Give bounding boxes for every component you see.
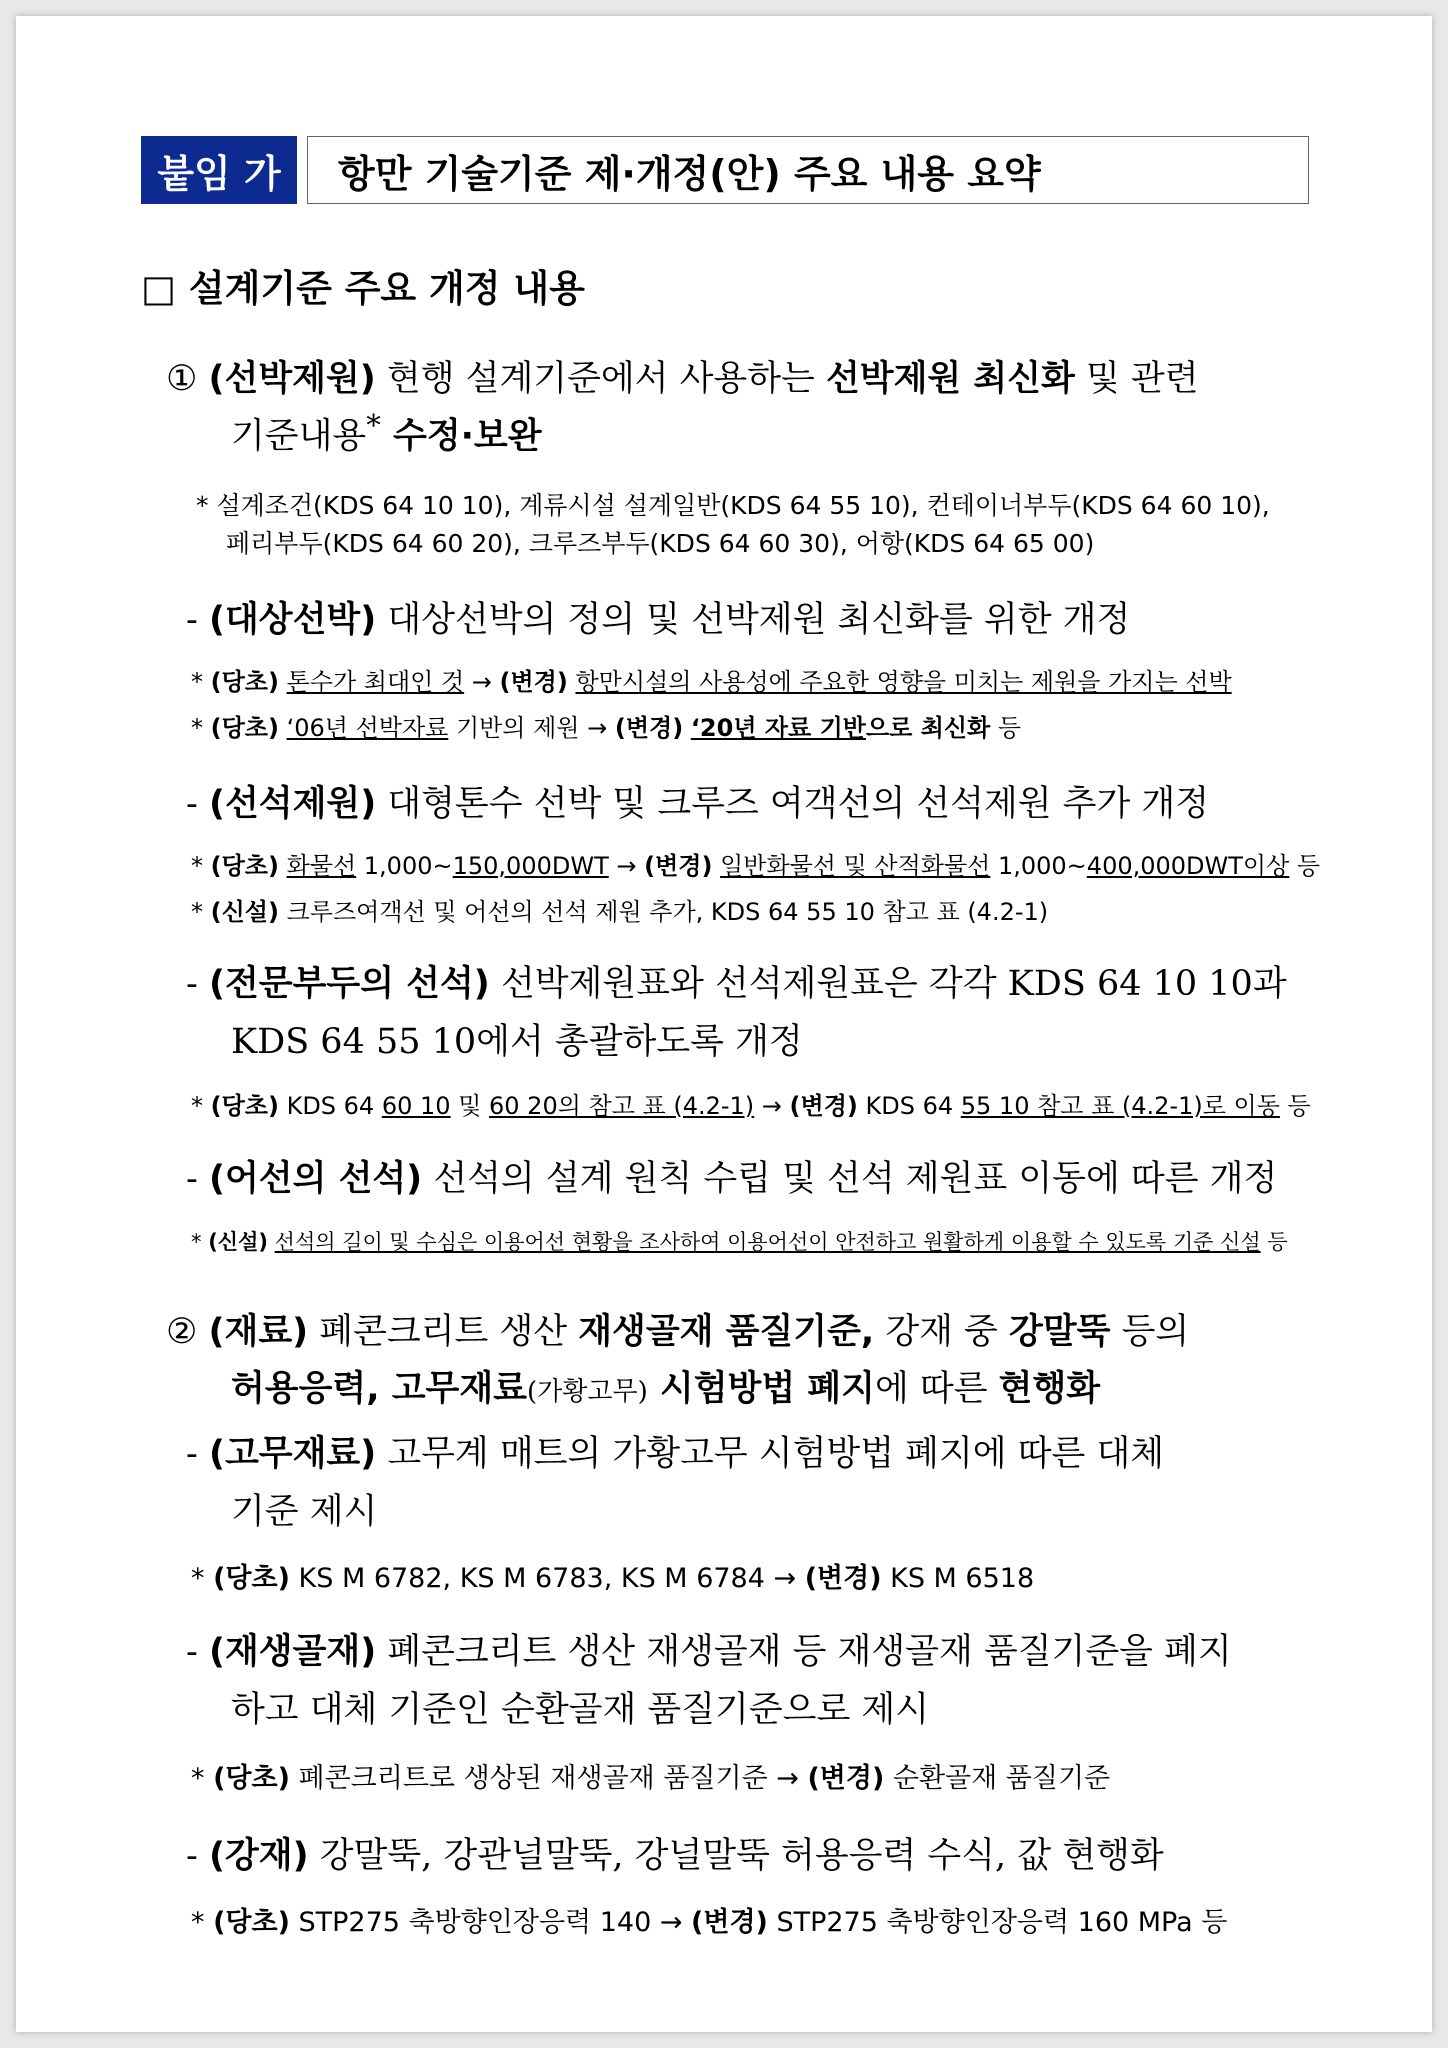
dash: - <box>186 964 209 1004</box>
arrow: → <box>754 1092 790 1120</box>
item-text: (가황고무) <box>526 1377 648 1407</box>
item-label: (재료) <box>208 1312 309 1352</box>
before-text: 화물선 <box>286 852 357 880</box>
star: * <box>191 714 211 742</box>
dash: - <box>186 1434 209 1474</box>
after-label: (변경) <box>789 1092 858 1120</box>
after-text: 1,000~ <box>990 852 1087 880</box>
sub-text: 선석의 설계 원칙 수립 및 선석 제원표 이동에 따른 개정 <box>422 1159 1278 1199</box>
before-text: 및 <box>450 1092 490 1120</box>
after-text: 항만시설의 사용성에 주요한 영향을 미치는 제원을 가지는 선박 <box>575 668 1232 696</box>
after-text: 으로 최신화 <box>865 714 991 742</box>
dash: - <box>186 1836 209 1876</box>
star: * <box>191 1763 214 1794</box>
sub6-row1 <box>191 1756 1110 1795</box>
star: * <box>191 1230 209 1254</box>
sub4-heading <box>186 1151 1277 1201</box>
item1-note-line2: 페리부두(KDS 64 60 20), 크루즈부두(KDS 64 60 30), 어항(KDS 64 65 00) <box>226 529 1095 558</box>
before-label: (당초) <box>210 714 279 742</box>
sub7-heading <box>186 1828 1164 1878</box>
item-text: 에 따른 <box>874 1369 999 1409</box>
item-emphasis: 현행화 <box>998 1369 1101 1409</box>
tail: 등 <box>1289 852 1321 880</box>
after-text: ‘20년 자료 기반 <box>690 714 866 742</box>
before-text: KS M 6782, KS M 6783, KS M 6784 → <box>289 1563 805 1594</box>
dash: - <box>186 1632 209 1672</box>
sub-text: 선박제원표와 선석제원표은 각각 KDS 64 10 10과 <box>489 964 1287 1004</box>
sub2-heading <box>186 776 1209 826</box>
after-label: (변경) <box>804 1563 882 1594</box>
sub2-row1 <box>191 846 1320 881</box>
sub6-heading <box>186 1624 1232 1674</box>
after-text: 순환골재 품질기준 <box>884 1763 1111 1794</box>
item1-line2 <box>231 408 542 459</box>
before-label: (당초) <box>210 668 279 696</box>
section-heading: □ 설계기준 주요 개정 내용 <box>141 267 585 310</box>
star: * <box>191 1563 214 1594</box>
before-label: (당초) <box>213 1907 290 1938</box>
after-text: 55 10 참고 표 (4.2-1)로 이동 <box>960 1092 1280 1120</box>
new-text: 선석의 길이 및 수심은 이용어선 현황을 조사하여 이용어선이 안전하고 원활하게 이용할 수 있도록 기준 신설 <box>274 1230 1261 1254</box>
sub7-row1 <box>191 1900 1227 1939</box>
sub2-row2 <box>191 892 1048 927</box>
after-text: KS M 6518 <box>881 1563 1035 1594</box>
item-text: 현행 설계기준에서 사용하는 <box>375 359 826 399</box>
arrow: → <box>464 668 500 696</box>
star: * <box>191 852 211 880</box>
item2-line2 <box>231 1361 1100 1411</box>
sub3-line2: KDS 64 55 10에서 총괄하도록 개정 <box>231 1022 803 1062</box>
sub-label: (재생골재) <box>208 1632 377 1672</box>
sub-label: (강재) <box>208 1836 309 1876</box>
sub1-heading <box>186 592 1130 642</box>
dash: - <box>186 784 209 824</box>
after-text: KDS 64 <box>857 1092 961 1120</box>
before-text: ‘06년 선박자료 <box>286 714 449 742</box>
item-text: 폐콘크리트 생산 <box>308 1312 579 1352</box>
item-emphasis: 강말뚝 <box>1009 1312 1111 1352</box>
before-text: 60 20의 참고 표 (4.2-1) <box>489 1092 755 1120</box>
tail: 등 <box>1260 1230 1288 1254</box>
sub1-row2 <box>191 708 1021 743</box>
document-title: 항만 기술기준 제·개정(안) 주요 내용 요약 <box>307 136 1309 204</box>
item1-line1 <box>166 351 1199 401</box>
before-label: (당초) <box>213 1763 290 1794</box>
item-emphasis: 재생골재 품질기준, <box>578 1312 875 1352</box>
item-marker: ② <box>166 1312 198 1352</box>
page-header <box>141 136 1309 204</box>
before-label: (당초) <box>210 852 279 880</box>
sub3-heading <box>186 956 1287 1006</box>
before-text: 60 10 <box>381 1092 451 1120</box>
item1-note-line1: * 설계조건(KDS 64 10 10), 계류시설 설계일반(KDS 64 55 10), 컨테이너부두(KDS 64 60 10), <box>196 491 1270 520</box>
after-text: 400,000DWT이상 <box>1086 852 1290 880</box>
tail: 등 <box>990 714 1022 742</box>
before-label: (당초) <box>210 1092 279 1120</box>
before-label: (당초) <box>213 1563 290 1594</box>
sub5-line2: 기준 제시 <box>231 1492 378 1532</box>
before-text: 150,000DWT <box>452 852 609 880</box>
sub-label: (대상선박) <box>208 600 377 640</box>
new-label: (신설) <box>210 898 279 926</box>
footnote-mark: * <box>366 408 381 442</box>
item-emphasis: 허용응력, 고무재료 <box>231 1369 527 1409</box>
sub-text: 고무계 매트의 가황고무 시험방법 폐지에 따른 대체 <box>376 1434 1165 1474</box>
sub-label: (선석제원) <box>208 784 377 824</box>
before-text: 폐콘크리트로 생상된 재생골재 품질기준 → <box>289 1763 808 1794</box>
attachment-badge: 붙임 가 <box>141 136 297 204</box>
item-text: 및 관련 <box>1074 359 1199 399</box>
item-text: 강재 중 <box>874 1312 1009 1352</box>
sub1-row1 <box>191 662 1232 697</box>
item-marker: ① <box>166 359 198 399</box>
before-text: 1,000~ <box>356 852 453 880</box>
sub-text: 대상선박의 정의 및 선박제원 최신화를 위한 개정 <box>376 600 1131 640</box>
after-label: (변경) <box>644 852 713 880</box>
new-text: 크루즈여객선 및 어선의 선석 제원 추가, KDS 64 55 10 참고 표 (4.2-1) <box>278 898 1049 926</box>
after-text: 일반화물선 및 산적화물선 <box>720 852 991 880</box>
after-label: (변경) <box>499 668 568 696</box>
after-label: (변경) <box>691 1907 768 1938</box>
before-text: 기반의 제원 → <box>448 714 615 742</box>
item-text: 등의 <box>1110 1312 1190 1352</box>
item-label: (선박제원) <box>208 359 376 399</box>
sub-label: (고무재료) <box>208 1434 377 1474</box>
after-label: (변경) <box>614 714 684 742</box>
before-text: KDS 64 <box>278 1092 382 1120</box>
before-text: 톤수가 최대인 것 <box>286 668 465 696</box>
tail: 등 <box>1279 1092 1311 1120</box>
after-label: (변경) <box>807 1763 885 1794</box>
new-label: (신설) <box>208 1230 268 1254</box>
item2-line1 <box>166 1304 1189 1354</box>
sub3-row1 <box>191 1086 1311 1121</box>
star: * <box>191 1907 214 1938</box>
item-emphasis: 시험방법 폐지 <box>647 1369 875 1409</box>
document-page <box>16 16 1432 2032</box>
sub-text: 대형톤수 선박 및 크루즈 여객선의 선석제원 추가 개정 <box>376 784 1210 824</box>
sub-label: (전문부두의 선석) <box>208 964 490 1004</box>
after-text: STP275 축방향인장응력 160 MPa 등 <box>767 1907 1228 1938</box>
sub6-line2: 하고 대체 기준인 순환골재 품질기준으로 제시 <box>231 1690 930 1730</box>
dash: - <box>186 600 209 640</box>
item-emphasis: 수정·보완 <box>380 416 542 457</box>
sub-text: 폐콘크리트 생산 재생골재 등 재생골재 품질기준을 폐지 <box>376 1632 1232 1672</box>
sub5-heading <box>186 1426 1164 1476</box>
item-emphasis: 선박제원 최신화 <box>826 359 1075 399</box>
sub4-row1 <box>191 1226 1288 1256</box>
star: * <box>191 1092 211 1120</box>
star: * <box>191 668 211 696</box>
sub-text: 강말뚝, 강관널말뚝, 강널말뚝 허용응력 수식, 값 현행화 <box>308 1836 1164 1876</box>
star: * <box>191 898 211 926</box>
sub-label: (어선의 선석) <box>208 1159 423 1199</box>
before-text: STP275 축방향인장응력 140 → <box>289 1907 692 1938</box>
item-text: 기준내용 <box>231 416 367 457</box>
sub5-row1 <box>191 1556 1034 1595</box>
dash: - <box>186 1159 209 1199</box>
arrow: → <box>608 852 645 880</box>
